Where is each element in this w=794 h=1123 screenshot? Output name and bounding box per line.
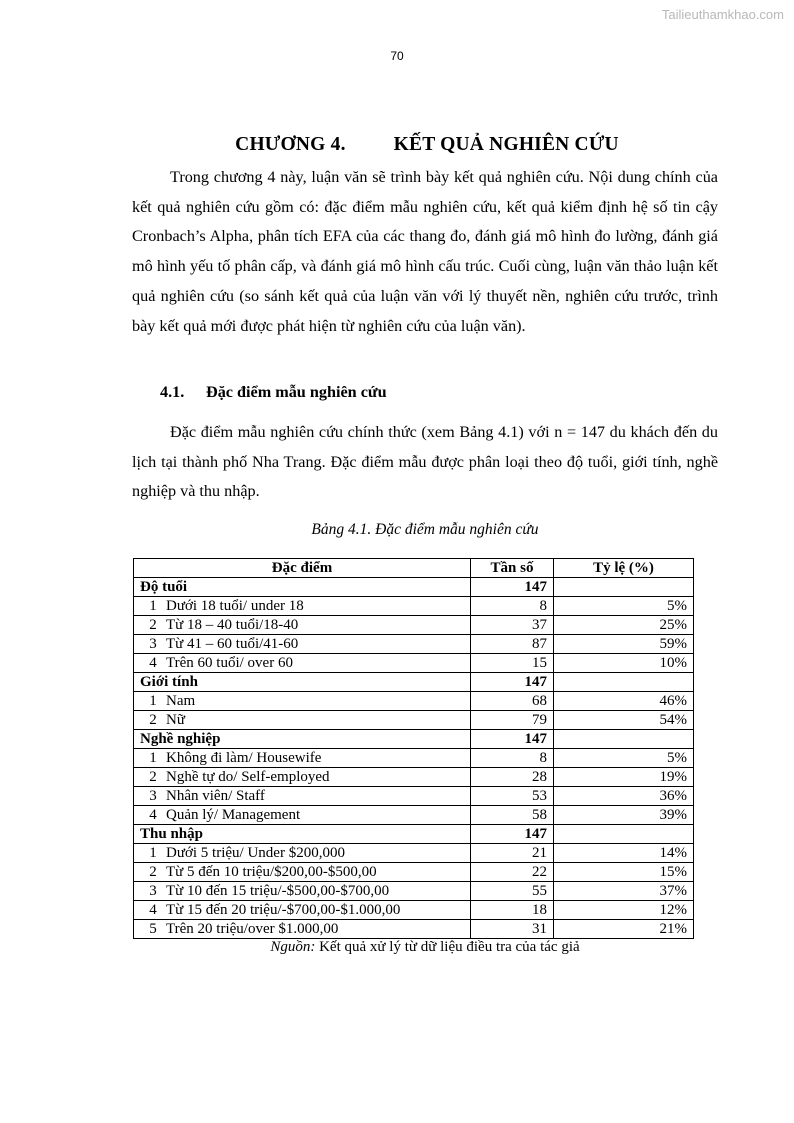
table-caption: Bảng 4.1. Đặc điểm mẫu nghiên cứu	[311, 521, 539, 538]
row-label: Trên 20 triệu/over $1.000,00	[166, 921, 339, 937]
table-group-row	[134, 730, 694, 749]
table-group-row	[134, 825, 694, 844]
table-body	[134, 578, 694, 939]
row-frequency: 87	[471, 635, 554, 654]
row-frequency: 8	[471, 749, 554, 768]
row-feature	[134, 692, 471, 711]
table-row	[134, 863, 694, 882]
table-row	[134, 635, 694, 654]
row-index: 1	[149, 693, 157, 709]
row-label: Quản lý/ Management	[166, 807, 301, 823]
row-frequency: 22	[471, 863, 554, 882]
table-row	[134, 768, 694, 787]
chapter-number: CHƯƠNG 4.	[235, 134, 346, 155]
group-total: 147	[471, 825, 554, 844]
row-frequency: 68	[471, 692, 554, 711]
row-percent: 21%	[554, 920, 694, 939]
table-row	[134, 787, 694, 806]
row-label: Nam	[166, 693, 196, 709]
group-total: 147	[471, 673, 554, 692]
header-frequency: Tần số	[471, 559, 554, 578]
source-text: Kết quả xử lý từ dữ liệu điều tra của tác giả	[315, 939, 580, 955]
row-percent: 15%	[554, 863, 694, 882]
row-percent: 54%	[554, 711, 694, 730]
row-percent: 46%	[554, 692, 694, 711]
row-index: 3	[149, 883, 157, 899]
row-feature	[134, 635, 471, 654]
row-index: 2	[149, 769, 157, 785]
row-frequency: 28	[471, 768, 554, 787]
row-frequency: 15	[471, 654, 554, 673]
row-index: 5	[149, 921, 157, 937]
row-feature	[134, 597, 471, 616]
row-feature	[134, 901, 471, 920]
row-index: 4	[149, 655, 157, 671]
row-label: Từ 10 đến 15 triệu/-$500,00-$700,00	[166, 883, 390, 899]
group-percent-empty	[554, 578, 694, 597]
row-label: Trên 60 tuổi/ over 60	[166, 655, 293, 671]
table-group-row	[134, 578, 694, 597]
row-label: Không đi làm/ Housewife	[166, 750, 322, 766]
row-frequency: 31	[471, 920, 554, 939]
header-feature: Đặc điểm	[134, 559, 471, 578]
table-group-row	[134, 673, 694, 692]
row-percent: 12%	[554, 901, 694, 920]
group-name: Thu nhập	[134, 825, 471, 844]
row-label: Nữ	[166, 712, 185, 728]
row-frequency: 21	[471, 844, 554, 863]
sample-characteristics-table	[133, 558, 694, 939]
group-percent-empty	[554, 825, 694, 844]
row-frequency: 18	[471, 901, 554, 920]
row-index: 1	[149, 750, 157, 766]
row-feature	[134, 749, 471, 768]
source-note	[0, 939, 794, 956]
watermark: Tailieuthamkhao.com	[661, 7, 784, 22]
table-row	[134, 597, 694, 616]
row-percent: 39%	[554, 806, 694, 825]
row-frequency: 37	[471, 616, 554, 635]
row-percent: 59%	[554, 635, 694, 654]
row-feature	[134, 768, 471, 787]
row-percent: 37%	[554, 882, 694, 901]
row-index: 2	[149, 864, 157, 880]
table-row	[134, 749, 694, 768]
row-percent: 36%	[554, 787, 694, 806]
row-index: 3	[149, 788, 157, 804]
row-index: 1	[149, 598, 157, 614]
group-total: 147	[471, 578, 554, 597]
table-row	[134, 654, 694, 673]
row-percent: 10%	[554, 654, 694, 673]
row-label: Từ 18 – 40 tuổi/18-40	[166, 617, 299, 633]
row-index: 4	[149, 902, 157, 918]
row-feature	[134, 882, 471, 901]
row-index: 4	[149, 807, 157, 823]
table-row	[134, 616, 694, 635]
row-frequency: 55	[471, 882, 554, 901]
group-name: Nghề nghiệp	[134, 730, 471, 749]
group-name: Độ tuổi	[134, 578, 471, 597]
row-feature	[134, 844, 471, 863]
table-row	[134, 844, 694, 863]
row-feature	[134, 711, 471, 730]
row-label: Dưới 18 tuổi/ under 18	[166, 598, 304, 614]
row-feature	[134, 616, 471, 635]
group-percent-empty	[554, 673, 694, 692]
section-number: 4.1.	[160, 383, 185, 401]
row-percent: 25%	[554, 616, 694, 635]
page-number: 70	[390, 49, 404, 63]
row-feature	[134, 806, 471, 825]
section-paragraph: Đặc điểm mẫu nghiên cứu chính thức (xem Bảng 4.1) với n = 147 du khách đến du lịch tại thành phố Nha Trang. Đặc điểm mẫu được phân loại theo độ tuổi, giới tính, nghề nghiệp và thu nhập.	[132, 423, 718, 501]
section-heading	[160, 383, 387, 402]
row-frequency: 8	[471, 597, 554, 616]
table-row	[134, 901, 694, 920]
chapter-heading: KẾT QUẢ NGHIÊN CỨU	[393, 134, 619, 155]
row-percent: 14%	[554, 844, 694, 863]
row-frequency: 53	[471, 787, 554, 806]
table-row	[134, 692, 694, 711]
table-row	[134, 711, 694, 730]
row-feature	[134, 787, 471, 806]
row-feature	[134, 654, 471, 673]
group-percent-empty	[554, 730, 694, 749]
table-row	[134, 882, 694, 901]
row-label: Nhân viên/ Staff	[166, 788, 265, 804]
row-label: Từ 5 đến 10 triệu/$200,00-$500,00	[166, 864, 377, 880]
row-feature	[134, 863, 471, 882]
row-percent: 19%	[554, 768, 694, 787]
chapter-title	[0, 134, 794, 156]
section-title: Đặc điểm mẫu nghiên cứu	[206, 383, 387, 401]
row-index: 2	[149, 712, 157, 728]
row-label: Từ 41 – 60 tuổi/41-60	[166, 636, 299, 652]
header-percent: Tỷ lệ (%)	[554, 559, 694, 578]
row-percent: 5%	[554, 749, 694, 768]
intro-paragraph: Trong chương 4 này, luận văn sẽ trình bày kết quả nghiên cứu. Nội dung chính của kết quả nghiên cứu gồm có: đặc điểm mẫu nghiên cứu, kết quả kiểm định hệ số tin cậy Cronbach’s Alpha, phân tích EFA của các thang đo, đánh giá mô hình đo lường, đánh giá mô hình yếu tố phân cấp, và đánh giá mô hình cấu trúc. Cuối cùng, luận văn thảo luận kết quả nghiên cứu (so sánh kết quả của luận văn với lý thuyết nền, nghiên cứu trước, trình bày kết quả mới được phát hiện từ nghiên cứu của luận văn).	[132, 168, 718, 335]
row-index: 2	[149, 617, 157, 633]
group-name: Giới tính	[134, 673, 471, 692]
table-row	[134, 806, 694, 825]
row-label: Dưới 5 triệu/ Under $200,000	[166, 845, 345, 861]
source-label: Nguồn:	[270, 939, 316, 955]
row-index: 3	[149, 636, 157, 652]
row-frequency: 79	[471, 711, 554, 730]
row-feature	[134, 920, 471, 939]
group-total: 147	[471, 730, 554, 749]
row-label: Từ 15 đến 20 triệu/-$700,00-$1.000,00	[166, 902, 401, 918]
table-row	[134, 920, 694, 939]
table-header-row	[134, 559, 694, 578]
row-frequency: 58	[471, 806, 554, 825]
row-index: 1	[149, 845, 157, 861]
row-label: Nghề tự do/ Self-employed	[166, 769, 330, 785]
row-percent: 5%	[554, 597, 694, 616]
